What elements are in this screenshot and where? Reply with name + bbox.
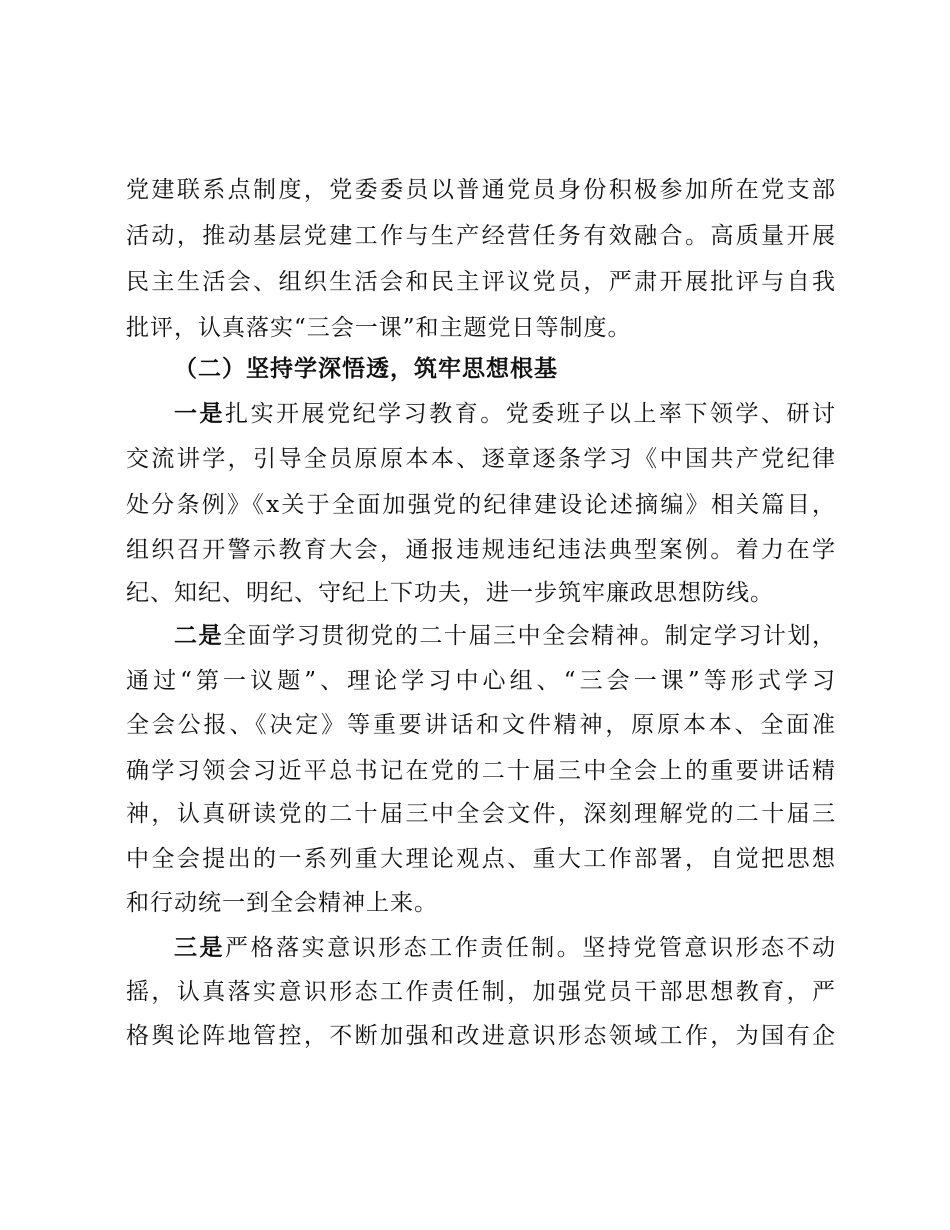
- paragraph-lead: 三是: [174, 935, 226, 961]
- paragraph-first-line: [174, 933, 836, 963]
- body-line: 摇，认真落实意识形态工作责任制，加强党员干部思想教育，严: [126, 979, 836, 1005]
- body-line: 全会公报、《决定》等重要讲话和文件精神，原原本本、全面准: [126, 712, 836, 738]
- body-line: 组织召开警示教育大会，通报违规违纪违法典型案例。着力在学: [126, 537, 836, 563]
- paragraph-text: 严格落实意识形态工作责任制。坚持党管意识形态不动: [225, 935, 837, 961]
- paragraph-text: 全面学习贯彻党的二十届三中全会精神。制定学习计划，: [223, 623, 837, 649]
- body-line: 批评，认真落实“三会一课”和主题党日等制度。: [126, 315, 632, 341]
- body-line: 中全会提出的一系列重大理论观点、重大工作部署，自觉把思想: [126, 846, 836, 872]
- paragraph-lead: 一是: [174, 401, 226, 427]
- paragraph-text: 扎实开展党纪学习教育。党委班子以上率下领学、研讨: [225, 401, 837, 427]
- body-line: 神，认真研读党的二十届三中全会文件，深刻理解党的二十届三: [126, 801, 836, 827]
- body-line: 确学习领会习近平总书记在党的二十届三中全会上的重要讲话精: [126, 758, 836, 784]
- paragraph-lead: 二是: [174, 623, 224, 649]
- body-line: 通过“第一议题”、理论学习中心组、“三会一课”等形式学习: [126, 668, 836, 694]
- paragraph-first-line: [174, 399, 836, 429]
- paragraph-first-line: [174, 621, 836, 651]
- section-heading: （二）坚持学深悟透，筑牢思想根基: [174, 355, 558, 382]
- body-line: 处分条例》《x关于全面加强党的纪律建设论述摘编》相关篇目，: [126, 492, 836, 518]
- body-line: 纪、知纪、明纪、守纪上下功夫，进一步筑牢廉政思想防线。: [126, 580, 774, 606]
- body-line: 交流讲学，引导全员原原本本、逐章逐条学习《中国共产党纪律: [126, 446, 836, 472]
- body-line: 民主生活会、组织生活会和民主评议党员，严肃开展批评与自我: [126, 269, 836, 295]
- body-line: 党建联系点制度，党委委员以普通党员身份积极参加所在党支部: [126, 177, 836, 203]
- body-line: 格舆论阵地管控，不断加强和改进意识形态领域工作，为国有企: [126, 1023, 836, 1049]
- body-line: 和行动统一到全会精神上来。: [126, 890, 438, 916]
- body-line: 活动，推动基层党建工作与生产经营任务有效融合。高质量开展: [126, 223, 836, 249]
